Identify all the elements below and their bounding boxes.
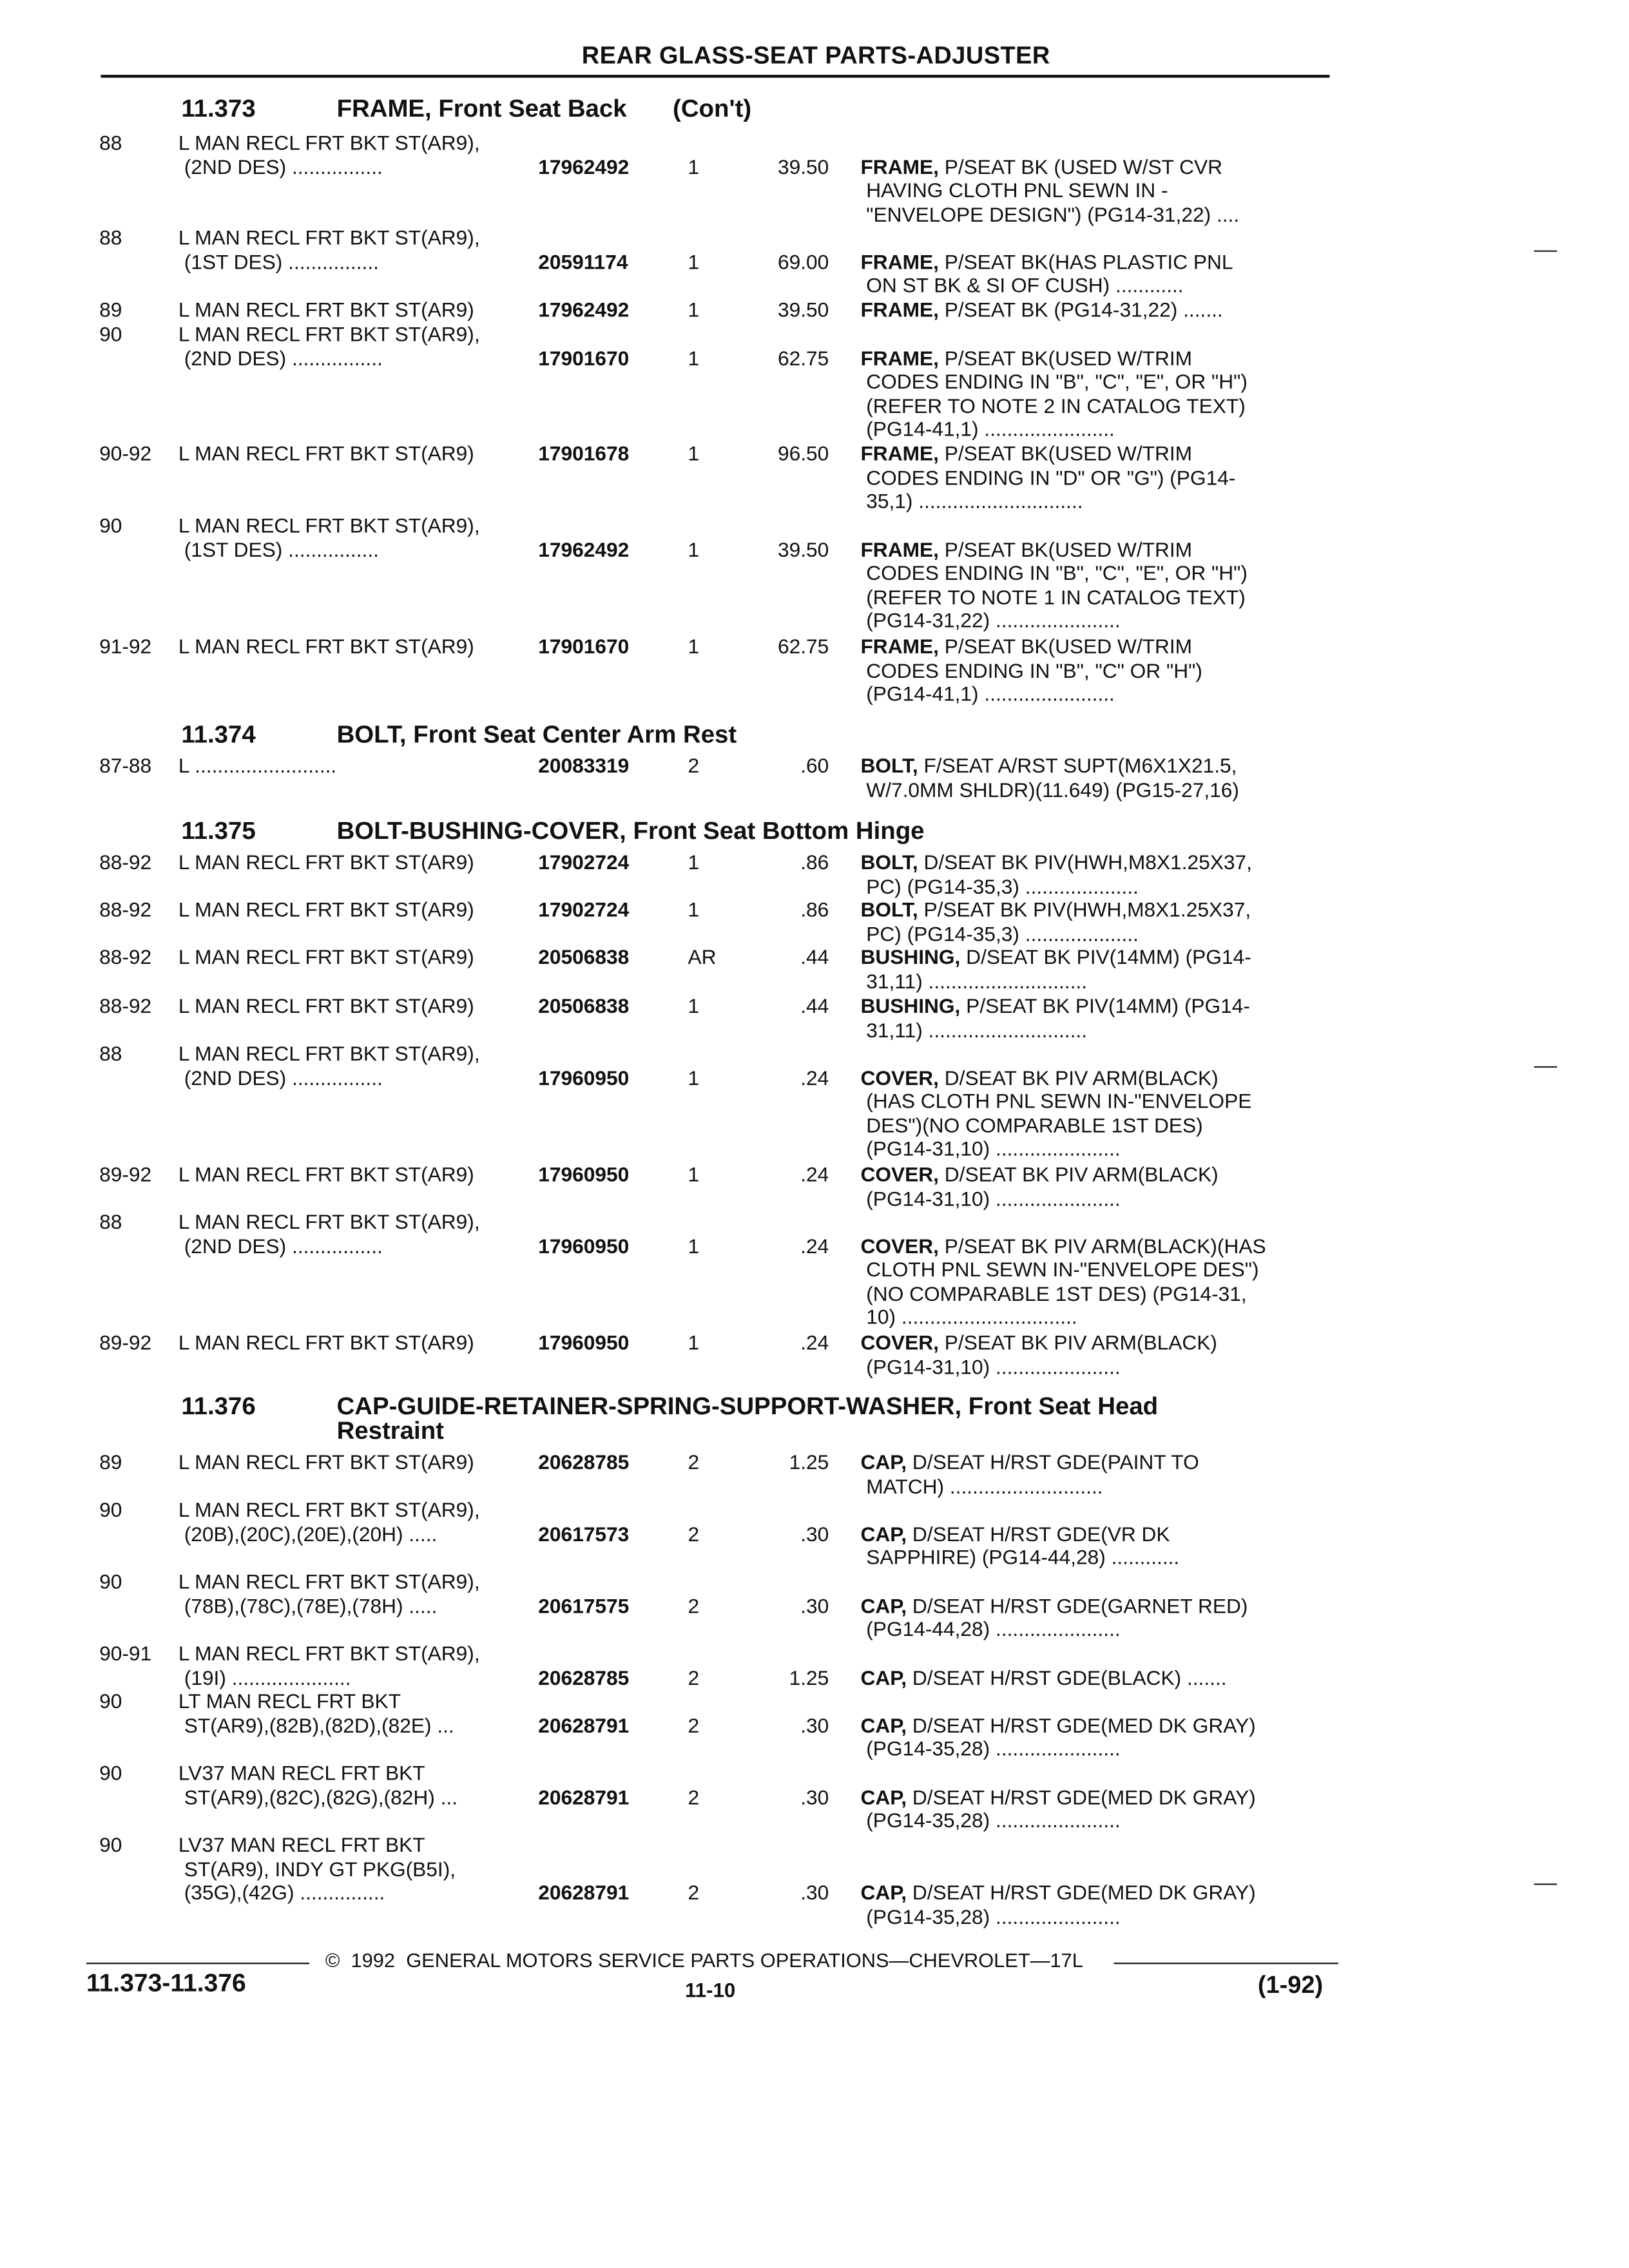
price: .30 [800,1786,829,1810]
quantity: 1 [688,1332,700,1356]
description-keyword: COVER, [860,1164,939,1187]
part-description [860,300,1222,323]
description-keyword: BOLT, [860,899,918,923]
quantity: 2 [688,1595,700,1619]
section-continued: (Con't) [673,93,752,122]
footer-date: (1-92) [1257,1971,1324,1999]
description-keyword: CAP, [860,1715,907,1738]
row-model: L ......................... [178,755,337,779]
part-description [860,1787,1255,1811]
page-title: REAR GLASS-SEAT PARTS-ADJUSTER [581,41,1050,70]
description-text: P/SEAT BK(HAS PLASTIC PNL [938,251,1233,274]
row-model: (1ST DES) ................ [178,251,379,274]
part-description: (REFER TO NOTE 1 IN CATALOG TEXT) [860,586,1246,610]
price: .30 [800,1882,829,1906]
part-description: PC) (PG14-35,3) .................... [860,923,1139,947]
description-text: P/SEAT BK PIV(HWH,M8X1.25X37, [918,899,1251,923]
row-year: 90-91 [99,1643,152,1667]
part-description: 35,1) ............................. [860,490,1083,514]
row-model: LT MAN RECL FRT BKT [178,1691,401,1714]
description-keyword: FRAME, [860,299,939,323]
quantity: 1 [688,539,700,562]
price: 39.50 [778,156,829,180]
part-description: (PG14-31,10) ...................... [860,1139,1121,1162]
part-description [860,899,1251,923]
row-model: L MAN RECL FRT BKT ST(AR9), [178,227,480,251]
part-description: ON ST BK & SI OF CUSH) ............ [860,274,1184,298]
part-description: SAPPHIRE) (PG14-44,28) ............ [860,1547,1180,1570]
quantity: 1 [688,852,700,875]
description-keyword: BUSHING, [860,947,961,970]
part-description [860,443,1192,467]
description-text: P/SEAT BK(USED W/TRIM [938,636,1193,659]
row-year: 89 [99,1452,122,1475]
row-year: 89 [99,299,122,323]
part-description: CODES ENDING IN "B", "C" OR "H") [860,660,1202,683]
part-description: (PG14-41,1) ....................... [860,684,1115,707]
section-number: 11.374 [181,719,256,749]
part-number: 17960950 [538,1235,630,1259]
part-description [860,1067,1218,1091]
row-year: 90 [99,1762,122,1786]
part-description: (PG14-35,28) ...................... [860,1738,1121,1762]
part-description: (REFER TO NOTE 2 IN CATALOG TEXT) [860,395,1246,419]
part-description: "ENVELOPE DESIGN") (PG14-31,22) .... [860,204,1240,227]
price: .86 [800,852,829,875]
part-description: MATCH) ........................... [860,1475,1103,1499]
part-number: 20617575 [538,1595,630,1619]
row-year: 88 [99,132,122,156]
row-model: L MAN RECL FRT BKT ST(AR9), [178,323,480,347]
part-description: 31,11) ............................ [860,970,1088,994]
row-model: (2ND DES) ................ [178,1235,383,1259]
quantity: 2 [688,1452,700,1475]
margin-tick [1534,1883,1557,1885]
part-number: 17960950 [538,1067,630,1090]
quantity: 1 [688,1235,700,1259]
description-keyword: CAP, [860,1523,907,1546]
row-year: 91-92 [99,636,152,659]
part-number: 20628785 [538,1667,630,1691]
row-year: 90 [99,1499,122,1523]
row-year: 88-92 [99,852,152,875]
part-description: (PG14-31,22) ...................... [860,610,1121,634]
part-description: (PG14-31,10) ...................... [860,1356,1121,1379]
price: 96.50 [778,443,829,466]
price: 69.00 [778,251,829,274]
section-header [181,719,737,749]
price: 1.25 [789,1667,829,1691]
description-text: D/SEAT BK PIV(HWH,M8X1.25X37, [918,852,1252,875]
description-keyword: FRAME, [860,156,939,180]
quantity: 2 [688,755,700,779]
row-model: (1ST DES) ................ [178,539,379,562]
row-model: (78B),(78C),(78E),(78H) ..... [178,1595,438,1619]
row-model: ST(AR9),(82C),(82G),(82H) ... [178,1786,458,1810]
part-description [860,251,1233,275]
part-number: 17962492 [538,299,630,323]
margin-tick [1534,251,1557,252]
section-number: 11.375 [181,816,256,845]
quantity: 2 [688,1523,700,1546]
description-text: P/SEAT BK (PG14-31,22) ....... [938,299,1223,323]
price: .86 [800,899,829,923]
quantity: 1 [688,1067,700,1090]
row-model: ST(AR9), INDY GT PKG(B5I), [178,1858,456,1882]
price: 1.25 [789,1452,829,1475]
description-keyword: CAP, [860,1786,907,1810]
part-description: (PG14-35,28) ...................... [860,1810,1121,1834]
price: .44 [800,995,829,1019]
description-keyword: CAP, [860,1882,907,1906]
quantity: 1 [688,995,700,1019]
row-year: 90 [99,1834,122,1858]
row-year: 88-92 [99,995,152,1019]
row-model: L MAN RECL FRT BKT ST(AR9) [178,636,474,659]
part-description [860,995,1249,1019]
price: 39.50 [778,539,829,562]
section-header [181,1391,1159,1445]
part-description: (PG14-44,28) ...................... [860,1619,1121,1642]
part-description [860,1523,1170,1547]
description-keyword: FRAME, [860,636,939,659]
row-year: 89-92 [99,1164,152,1187]
price: 39.50 [778,299,829,323]
row-model: L MAN RECL FRT BKT ST(AR9) [178,899,474,923]
row-model: L MAN RECL FRT BKT ST(AR9) [178,852,474,875]
part-number: 17902724 [538,899,630,923]
quantity: 1 [688,347,700,371]
description-keyword: BOLT, [860,852,918,875]
part-description: CODES ENDING IN "B", "C", "E", OR "H") [860,371,1248,395]
part-number: 20628791 [538,1786,630,1810]
description-text: P/SEAT BK(USED W/TRIM [938,443,1193,466]
part-number: 17901678 [538,443,630,466]
part-description: 31,11) ............................ [860,1019,1088,1043]
section-name: BOLT-BUSHING-COVER, Front Seat Bottom Hinge [336,816,925,845]
row-model: (19I) ..................... [178,1667,351,1691]
part-number: 17901670 [538,347,630,371]
footer-rule-left [86,1963,309,1964]
quantity: 2 [688,1882,700,1906]
description-text: D/SEAT BK PIV(14MM) (PG14- [960,947,1251,970]
row-model: L MAN RECL FRT BKT ST(AR9) [178,995,474,1019]
part-description [860,636,1192,660]
row-year: 87-88 [99,755,152,779]
description-keyword: CAP, [860,1452,907,1475]
part-description: DES")(NO COMPARABLE 1ST DES) [860,1115,1203,1139]
price: .30 [800,1595,829,1619]
description-keyword: COVER, [860,1067,939,1090]
row-year: 90 [99,515,122,539]
row-model: (2ND DES) ................ [178,156,383,180]
part-number: 17962492 [538,156,630,180]
price: 62.75 [778,636,829,659]
row-model: L MAN RECL FRT BKT ST(AR9), [178,1211,480,1235]
description-keyword: COVER, [860,1332,939,1356]
description-text: D/SEAT BK PIV ARM(BLACK) [938,1164,1219,1187]
description-text: D/SEAT H/RST GDE(BLACK) ....... [907,1667,1227,1691]
footer-copyright: © 1992 GENERAL MOTORS SERVICE PARTS OPERATIONS—CHEVROLET—17L [325,1949,1083,1972]
part-description [860,1595,1248,1619]
part-description [860,947,1251,970]
quantity: AR [688,947,717,970]
quantity: 1 [688,899,700,923]
row-model: (2ND DES) ................ [178,1067,383,1090]
row-year: 90 [99,1691,122,1714]
description-text: F/SEAT A/RST SUPT(M6X1X21.5, [918,755,1237,779]
row-year: 88 [99,1211,122,1235]
row-year: 88 [99,1043,122,1066]
row-year: 90 [99,323,122,347]
quantity: 1 [688,299,700,323]
row-model: L MAN RECL FRT BKT ST(AR9) [178,1452,474,1475]
part-description: CODES ENDING IN "B", "C", "E", OR "H") [860,562,1248,586]
part-description [860,1715,1255,1738]
quantity: 1 [688,636,700,659]
part-description [860,157,1222,180]
part-description: (HAS CLOTH PNL SEWN IN-"ENVELOPE [860,1091,1252,1114]
part-number: 17962492 [538,539,630,562]
row-model: LV37 MAN RECL FRT BKT [178,1762,425,1786]
footer-page-number: 11-10 [685,1978,736,2002]
quantity: 1 [688,1164,700,1187]
row-model: L MAN RECL FRT BKT ST(AR9) [178,443,474,466]
row-model: L MAN RECL FRT BKT ST(AR9) [178,1164,474,1187]
description-keyword: FRAME, [860,539,939,562]
row-model: L MAN RECL FRT BKT ST(AR9), [178,1571,480,1595]
row-model: L MAN RECL FRT BKT ST(AR9) [178,1332,474,1356]
price: .30 [800,1523,829,1546]
price: .24 [800,1067,829,1090]
description-text: P/SEAT BK (USED W/ST CVR [938,156,1223,180]
part-description: (PG14-41,1) ....................... [860,419,1115,443]
part-number: 17901670 [538,636,630,659]
description-keyword: CAP, [860,1595,907,1619]
description-keyword: BOLT, [860,755,918,779]
row-model: (20B),(20C),(20E),(20H) ..... [178,1523,438,1546]
title-rule [101,75,1329,77]
row-model: L MAN RECL FRT BKT ST(AR9), [178,132,480,156]
description-text: D/SEAT H/RST GDE(MED DK GRAY) [907,1786,1256,1810]
part-number: 20617573 [538,1523,630,1546]
description-keyword: FRAME, [860,251,939,274]
description-keyword: BUSHING, [860,995,961,1019]
part-number: 20506838 [538,947,630,970]
description-keyword: FRAME, [860,347,939,371]
description-text: D/SEAT H/RST GDE(MED DK GRAY) [907,1882,1256,1906]
quantity: 2 [688,1786,700,1810]
part-description [860,1332,1217,1356]
section-name: CAP-GUIDE-RETAINER-SPRING-SUPPORT-WASHER, Front Seat Head [336,1391,1159,1421]
section-name: BOLT, Front Seat Center Arm Rest [336,719,737,749]
row-model: L MAN RECL FRT BKT ST(AR9), [178,515,480,539]
part-description [860,1882,1255,1906]
price: .24 [800,1235,829,1259]
quantity: 2 [688,1667,700,1691]
description-text: D/SEAT H/RST GDE(PAINT TO [907,1452,1199,1475]
section-number: 11.376 [181,1391,256,1421]
description-text: P/SEAT BK(USED W/TRIM [938,347,1193,371]
footer-rule-right [1113,1963,1338,1964]
part-description: (NO COMPARABLE 1ST DES) (PG14-31, [860,1283,1247,1307]
part-description: HAVING CLOTH PNL SEWN IN - [860,180,1168,204]
part-description: W/7.0MM SHLDR)(11.649) (PG15-27,16) [860,779,1239,803]
price: .44 [800,947,829,970]
part-description: PC) (PG14-35,3) .................... [860,876,1139,899]
part-description [860,348,1192,372]
row-year: 88 [99,227,122,251]
part-description: CLOTH PNL SEWN IN-"ENVELOPE DES") [860,1259,1259,1283]
row-model: L MAN RECL FRT BKT ST(AR9), [178,1043,480,1066]
price: .24 [800,1164,829,1187]
row-year: 90 [99,1571,122,1595]
row-model: L MAN RECL FRT BKT ST(AR9), [178,1643,480,1667]
quantity: 2 [688,1715,700,1738]
row-model: (35G),(42G) ............... [178,1882,385,1906]
description-keyword: COVER, [860,1235,939,1259]
description-text: D/SEAT H/RST GDE(VR DK [907,1523,1170,1546]
part-description [860,1235,1266,1259]
part-number: 20628791 [538,1882,630,1906]
part-description [860,755,1237,779]
part-description [860,852,1251,876]
part-description: (PG14-35,28) ...................... [860,1906,1121,1930]
quantity: 1 [688,156,700,180]
section-name-cont: Restraint [336,1416,444,1445]
part-number: 17960950 [538,1164,630,1187]
description-text: P/SEAT BK PIV ARM(BLACK)(HAS [938,1235,1266,1259]
section-header [181,93,752,122]
price: .60 [800,755,829,779]
part-number: 20083319 [538,755,630,779]
part-description [860,1452,1199,1475]
quantity: 1 [688,443,700,466]
description-text: D/SEAT BK PIV ARM(BLACK) [938,1067,1219,1090]
section-number: 11.373 [181,93,256,122]
row-model: L MAN RECL FRT BKT ST(AR9) [178,947,474,970]
part-number: 20628791 [538,1715,630,1738]
section-name: FRAME, Front Seat Back [336,93,627,122]
part-description [860,1667,1226,1691]
quantity: 1 [688,251,700,274]
row-year: 88-92 [99,899,152,923]
part-number: 20506838 [538,995,630,1019]
section-header [181,816,925,845]
margin-tick [1534,1066,1557,1068]
part-description [860,1164,1218,1188]
part-description: CODES ENDING IN "D" OR "G") (PG14- [860,466,1236,490]
row-model: LV37 MAN RECL FRT BKT [178,1834,425,1858]
description-text: D/SEAT H/RST GDE(MED DK GRAY) [907,1715,1256,1738]
row-year: 88-92 [99,947,152,970]
footer-section-range: 11.373-11.376 [86,1968,246,1997]
description-keyword: FRAME, [860,443,939,466]
part-number: 17960950 [538,1332,630,1356]
row-model: L MAN RECL FRT BKT ST(AR9), [178,1499,480,1523]
row-model: (2ND DES) ................ [178,347,383,371]
description-text: P/SEAT BK(USED W/TRIM [938,539,1193,562]
row-model: L MAN RECL FRT BKT ST(AR9) [178,299,474,323]
part-number: 17902724 [538,852,630,875]
description-text: D/SEAT H/RST GDE(GARNET RED) [907,1595,1248,1619]
row-year: 90-92 [99,443,152,466]
part-number: 20628785 [538,1452,630,1475]
description-text: P/SEAT BK PIV ARM(BLACK) [938,1332,1217,1356]
row-year: 89-92 [99,1332,152,1356]
part-description: (PG14-31,10) ...................... [860,1187,1121,1211]
price: .30 [800,1715,829,1738]
price: 62.75 [778,347,829,371]
description-text: P/SEAT BK PIV(14MM) (PG14- [960,995,1250,1019]
part-description: 10) ............................... [860,1307,1077,1331]
part-number: 20591174 [538,251,628,274]
row-model: ST(AR9),(82B),(82D),(82E) ... [178,1715,454,1738]
price: .24 [800,1332,829,1356]
part-description [860,539,1192,563]
description-keyword: CAP, [860,1667,907,1691]
